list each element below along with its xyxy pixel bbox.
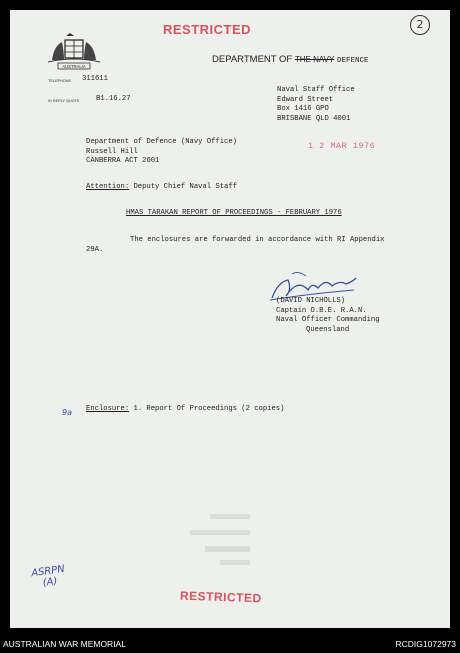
department-struck: THE NAVY — [294, 55, 335, 64]
body-line-1: The enclosures are forwarded in accordance with RI Appendix — [130, 236, 385, 244]
attention-label: Attention: — [86, 183, 130, 191]
signature-name: (DAVID NICHOLLS) — [276, 297, 346, 305]
sender-address-line: Box 1416 GPO — [277, 105, 329, 113]
enclosure-line — [86, 405, 284, 415]
signature-title: Naval Officer Commanding — [276, 316, 380, 324]
handwritten-note-line: ASRPN — [30, 563, 66, 580]
date-stamp: 1 2 MAR 1976 — [308, 141, 376, 151]
enclosure-margin-note: 9a — [62, 408, 72, 417]
classification-footer: RESTRICTED — [179, 588, 262, 606]
sender-address-line: Edward Street — [277, 95, 334, 104]
footer-record-id: RCDIG1072973 — [395, 639, 456, 649]
recipient-address — [86, 138, 237, 167]
reply-quote-value: B1.16.27 — [96, 95, 131, 103]
reply-quote-label: IN REPLY QUOTE — [48, 99, 80, 103]
page-number-circle — [410, 15, 430, 35]
body-line-2: 29A. — [86, 246, 104, 254]
telephone-value: 311611 — [82, 75, 108, 83]
enclosure-item: 1. Report Of Proceedings (2 copies) — [133, 405, 285, 413]
department-heading — [212, 54, 368, 65]
page-number: 2 — [416, 18, 424, 31]
department-prefix: DEPARTMENT OF — [212, 54, 293, 65]
attention-value: Deputy Chief Naval Staff — [133, 183, 237, 191]
archive-footer — [0, 637, 460, 653]
bleed-through-marks — [180, 510, 270, 570]
recipient-address-line: Department of Defence (Navy Office) — [86, 138, 237, 146]
sender-address-line: BRISBANE QLD 4001 — [277, 114, 351, 123]
signature-rank: Captain O.B.E. R.A.N. — [276, 306, 367, 315]
classification-header: RESTRICTED — [163, 22, 252, 37]
sender-address-line: Naval Staff Office — [277, 86, 355, 94]
recipient-address-line: Russell Hill — [86, 147, 138, 156]
document-page — [10, 10, 450, 628]
attention-line — [86, 183, 237, 193]
signature-block — [276, 297, 380, 335]
coat-of-arms-emblem — [44, 32, 104, 72]
sender-address — [277, 86, 355, 124]
department-suffix: DEFENCE — [336, 57, 369, 65]
signature-region: Queensland — [306, 325, 350, 334]
recipient-address-line: CANBERRA ACT 2601 — [86, 157, 160, 165]
telephone-label: TELEPHONE — [48, 79, 71, 83]
subject-line: HMAS TARAKAN REPORT OF PROCEEDINGS - FEBRUARY 1976 — [126, 209, 342, 217]
enclosure-label: Enclosure: — [86, 405, 130, 413]
svg-text:AUSTRALIA: AUSTRALIA — [62, 64, 86, 69]
handwritten-note — [31, 564, 67, 590]
footer-institution: AUSTRALIAN WAR MEMORIAL — [3, 639, 126, 649]
handwritten-note-line: (A) — [42, 575, 59, 589]
